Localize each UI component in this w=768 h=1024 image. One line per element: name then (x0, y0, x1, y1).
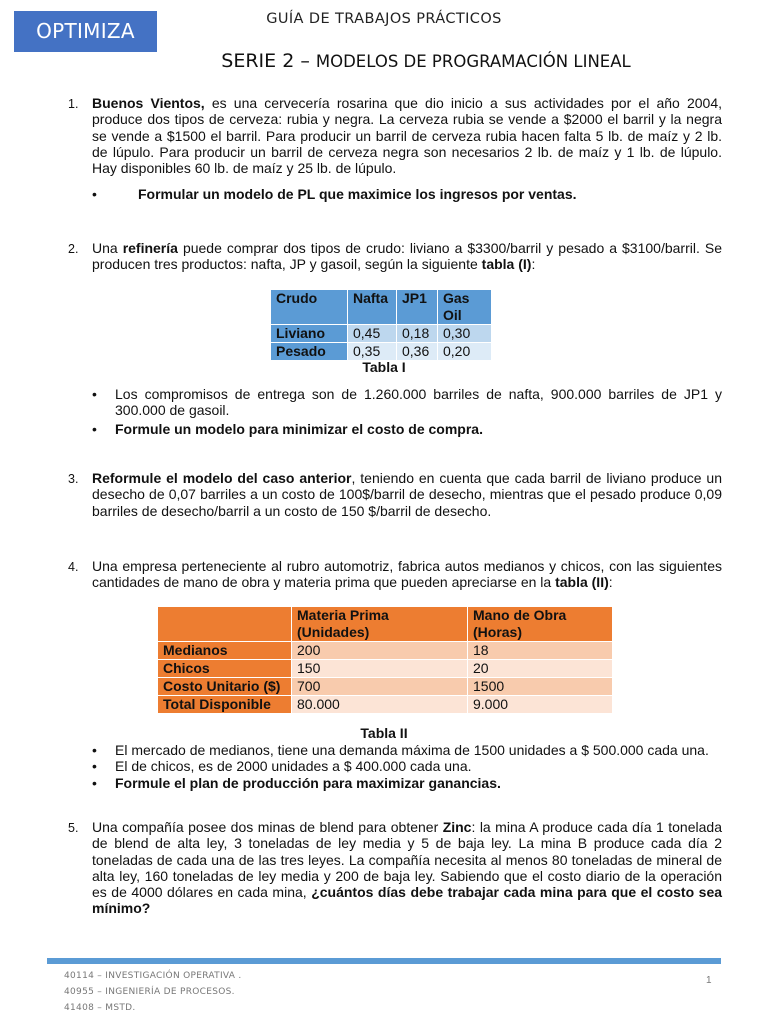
table-header-cell (438, 290, 492, 325)
problem-3-body: , teniendo en cuenta que cada barril de liviano produce un desecho de 0,07 barriles a un costo de 100$/barril de desecho, mientras que el pesado produce 0,09 barriles de desecho/barril a un costo de 150 $/barril de desecho. (92, 470, 723, 519)
problem-2-bullets (92, 386, 722, 439)
footer-line: 41408 – MSTD. (64, 1003, 136, 1013)
bullet-text: El de chicos, es de 2000 unidades a $ 400.000 cada una. (115, 758, 472, 775)
table-cell: 0,20 (438, 343, 492, 361)
text-run: Una (92, 240, 123, 256)
series-subtitle: MODELOS DE PROGRAMACIÓN LINEAL (315, 52, 631, 71)
table-cell: 0,45 (348, 325, 397, 343)
table-i-caption: Tabla I (362, 359, 406, 375)
list-item (92, 421, 722, 437)
table-cell: Chicos (158, 660, 292, 678)
list-item (92, 775, 722, 791)
bold-run: tabla (I) (481, 256, 532, 273)
table-cell: 0,30 (438, 325, 492, 343)
table-cell: Pesado (271, 343, 348, 361)
problem-number: 3. (68, 472, 79, 486)
bold-run: ¿cuántos días debe trabajar cada mina para que el costo sea mínimo? (92, 884, 723, 917)
problem-3-text (92, 470, 722, 519)
table-ii (157, 606, 613, 714)
table-cell: 200 (292, 642, 468, 660)
text-run: : (608, 574, 613, 591)
text-run: : (531, 256, 536, 273)
bold-run: refinería (122, 240, 178, 256)
table-cell: Total Disponible (158, 696, 292, 714)
problem-1-body: es una cervecería rosarina que dio inicio a sus actividades por el año 2004, produce dos tipos de cerveza: rubia y negra. La cerveza rubia se vende a $2000 el barril y la negra se vende a $1500 el barril. Para producir un barril de cerveza rubia hacen falta 5 lb. de maíz y 2 lb. de lúpulo. Para producir un barril de cerveza negra son necesarios 2 lb. de maíz y 1 lb. de lúpulo. Hay disponibles 60 lb. de maíz y 25 lb. de lúpulo. (92, 95, 722, 177)
footer-line: 40955 – INGENIERÍA DE PROCESOS. (64, 987, 235, 997)
table-row (158, 642, 613, 660)
series-title (0, 50, 768, 72)
table-cell: 1500 (468, 678, 613, 696)
header-line: Gas (443, 290, 470, 306)
header-line: (Horas) (473, 624, 523, 640)
problem-3-lead: Reformule el modelo del caso anterior (92, 470, 352, 486)
list-item (92, 186, 722, 202)
problem-5-text (92, 819, 722, 917)
table-row (271, 343, 492, 361)
problem-4-text (92, 558, 722, 591)
table-header-cell: Nafta (348, 290, 397, 325)
table-cell: 18 (468, 642, 613, 660)
table-cell: 80.000 (292, 696, 468, 714)
bold-run: Zinc (442, 819, 472, 835)
header-line: (Unidades) (297, 624, 370, 640)
header-line: Materia Prima (297, 607, 389, 623)
bullet-text: Formule el plan de producción para maximizar ganancias. (115, 774, 501, 791)
table-row (271, 325, 492, 343)
list-item (92, 758, 722, 774)
problem-number: 2. (68, 242, 79, 256)
table-cell: 9.000 (468, 696, 613, 714)
table-cell: 0,18 (397, 325, 438, 343)
guide-title: GUÍA DE TRABAJOS PRÁCTICOS (266, 11, 502, 27)
brand-logo: OPTIMIZA (14, 11, 157, 52)
table-row (158, 696, 613, 714)
problem-1-bullets (92, 186, 722, 204)
table-cell: Medianos (158, 642, 292, 660)
problem-1-lead: Buenos Vientos, (92, 95, 205, 111)
footer-rule (47, 958, 721, 964)
table-i (270, 289, 492, 361)
table-header-cell: JP1 (397, 290, 438, 325)
table-header-row (271, 290, 492, 325)
bullet-text: Los compromisos de entrega son de 1.260.000 barriles de nafta, 900.000 barriles de JP1 y 300.000 de gasoil. (115, 386, 722, 419)
table-cell: Costo Unitario ($) (158, 678, 292, 696)
text-run: Una empresa perteneciente al rubro automotriz, fabrica autos medianos y chicos, con las siguientes cantidades de mano de obra y materia prima que pueden apreciarse en la (92, 558, 722, 591)
table-header-cell: Crudo (271, 290, 348, 325)
bullet-text: El mercado de medianos, tiene una demanda máxima de 1500 unidades a $ 500.000 cada una. (115, 742, 709, 758)
table-ii-caption: Tabla II (360, 725, 408, 741)
series-main: SERIE 2 – (221, 50, 310, 72)
problem-4-bullets (92, 742, 722, 793)
table-row (158, 660, 613, 678)
text-run: : la mina A produce cada día 1 tonelada de blend de alta ley, 3 toneladas de ley media y 5 de baja ley. La mina B produce cada día 2 toneladas de cada una de las tres leyes. La compañía necesita al menos 80 toneladas de mineral de alta ley, 160 toneladas de ley media y 200 de baja ley. Sabiendo que el costo diario de la operación es de 4000 dólares en cada mina, (92, 819, 722, 901)
table-cell: 150 (292, 660, 468, 678)
table-cell: 0,36 (397, 343, 438, 361)
problem-number: 1. (68, 97, 79, 111)
header-line: Mano de Obra (473, 607, 567, 623)
table-cell: 700 (292, 678, 468, 696)
text-run: Una compañía posee dos minas de blend para obtener (92, 819, 443, 835)
problem-2-text (92, 240, 722, 273)
table-header-cell (158, 607, 292, 642)
page-number: 1 (706, 975, 712, 986)
table-row (158, 678, 613, 696)
bullet-text: Formular un modelo de PL que maximice los ingresos por ventas. (138, 186, 577, 202)
footer-line: 40114 – INVESTIGACIÓN OPERATIVA . (64, 971, 242, 981)
table-cell: 0,35 (348, 343, 397, 361)
bullet-text: Formule un modelo para minimizar el costo de compra. (115, 420, 483, 437)
problem-1-text (92, 95, 722, 176)
list-item (92, 742, 722, 758)
table-cell: Liviano (271, 325, 348, 343)
table-header-row (158, 607, 613, 642)
text-run: puede comprar dos tipos de crudo: liviano a $3300/barril y pesado a $3100/barril. Se producen tres productos: nafta, JP y gasoil, según la siguiente (92, 240, 722, 273)
problem-number: 4. (68, 560, 79, 574)
table-cell: 20 (468, 660, 613, 678)
header-line: Oil (443, 307, 462, 323)
table-header-cell (468, 607, 613, 642)
list-item (92, 386, 722, 419)
table-header-cell (292, 607, 468, 642)
bold-run: tabla (II) (555, 574, 609, 591)
problem-number: 5. (68, 821, 79, 835)
